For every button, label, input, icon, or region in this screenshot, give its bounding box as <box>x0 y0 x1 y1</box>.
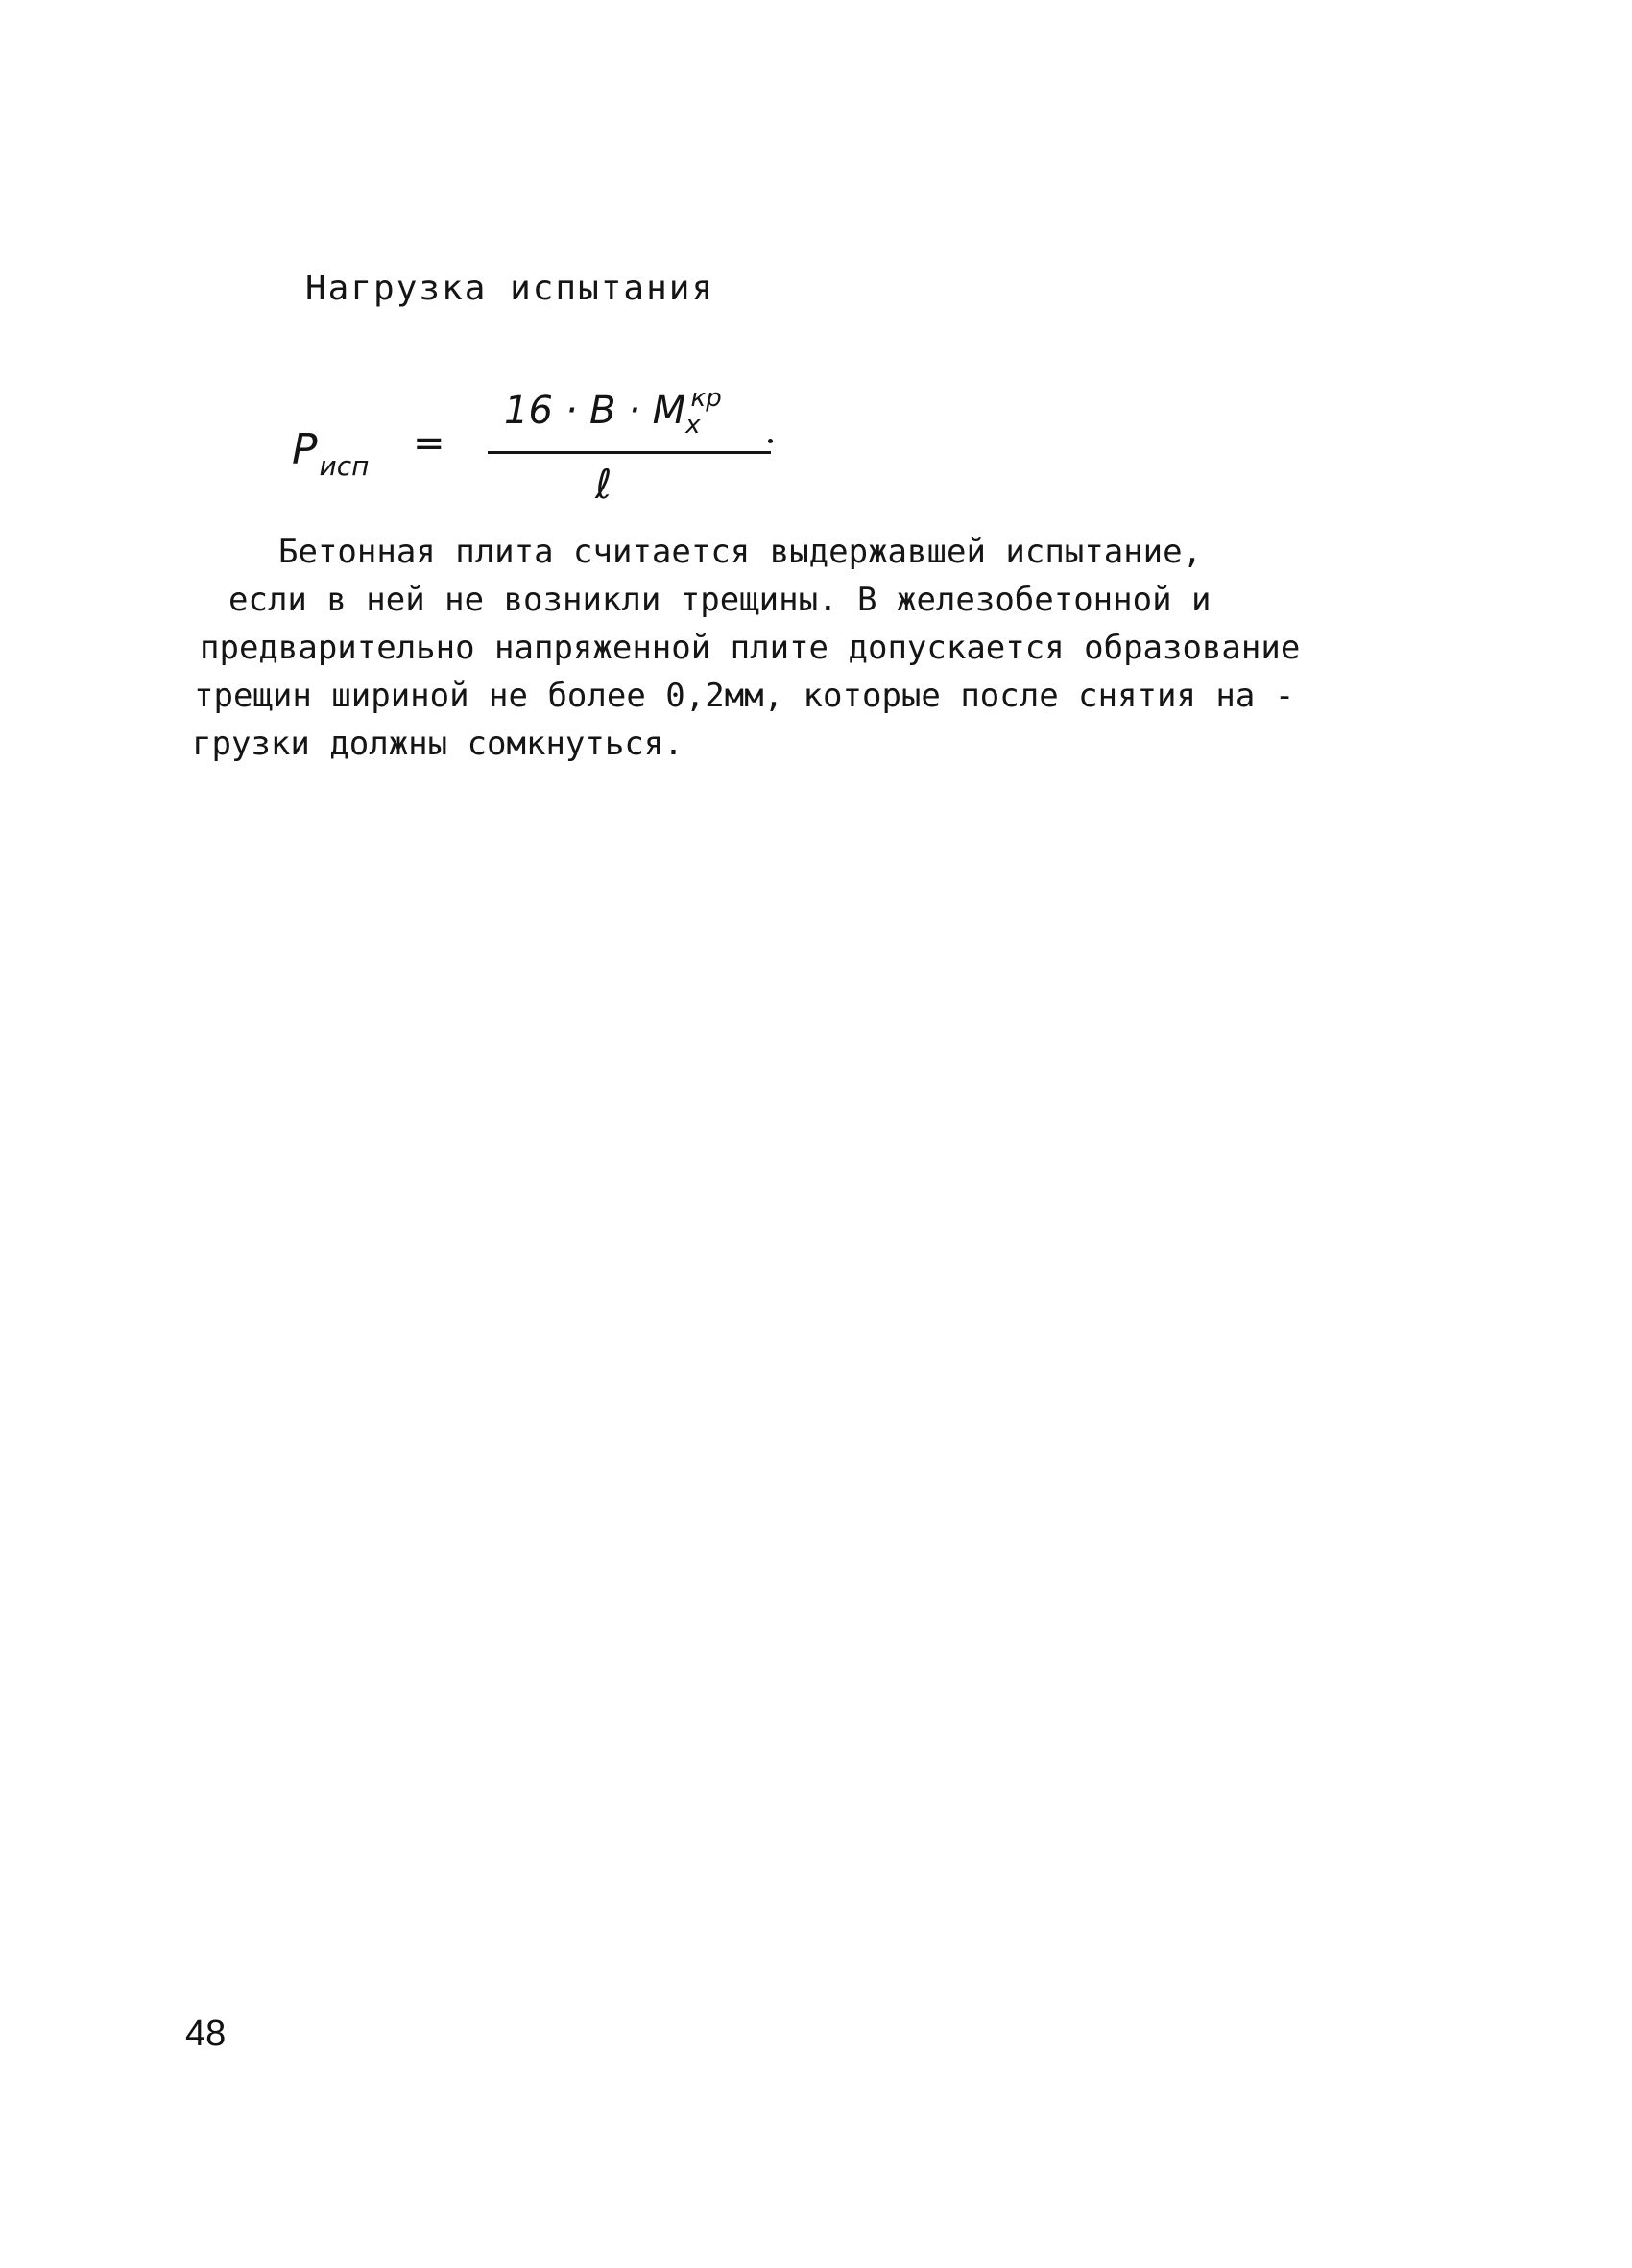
body-paragraph <box>192 528 1440 768</box>
paragraph-line: если в ней не возникли трещины. В железобетонной и <box>228 581 1212 619</box>
test-load-formula <box>278 384 816 533</box>
formula-equals-sign: = <box>413 421 445 466</box>
formula-lhs <box>292 425 370 482</box>
formula-end-dot <box>768 439 773 443</box>
formula-numerator-main: 16 · B · M <box>504 389 686 433</box>
paragraph-line: грузки должны сомкнуться. <box>192 725 684 763</box>
formula-lhs-symbol: P <box>292 425 318 474</box>
formula-numerator-superscript: кр <box>690 384 722 413</box>
paragraph-line: Бетонная плита считается выдержавшей испытание, <box>278 533 1203 571</box>
formula-numerator-subscript: x <box>685 411 701 440</box>
formula-denominator: ℓ <box>595 461 612 508</box>
formula-lhs-subscript: исп <box>319 450 370 482</box>
fraction-bar <box>488 451 771 454</box>
formula-heading: Нагрузка испытания <box>305 269 715 308</box>
paragraph-line: предварительно напряженной плите допускается образование <box>200 629 1301 667</box>
page-number: 48 <box>185 2014 227 2054</box>
paragraph-line: трещин шириной не более 0,2мм, которые после снятия на - <box>194 677 1295 715</box>
formula-numerator <box>504 384 722 440</box>
